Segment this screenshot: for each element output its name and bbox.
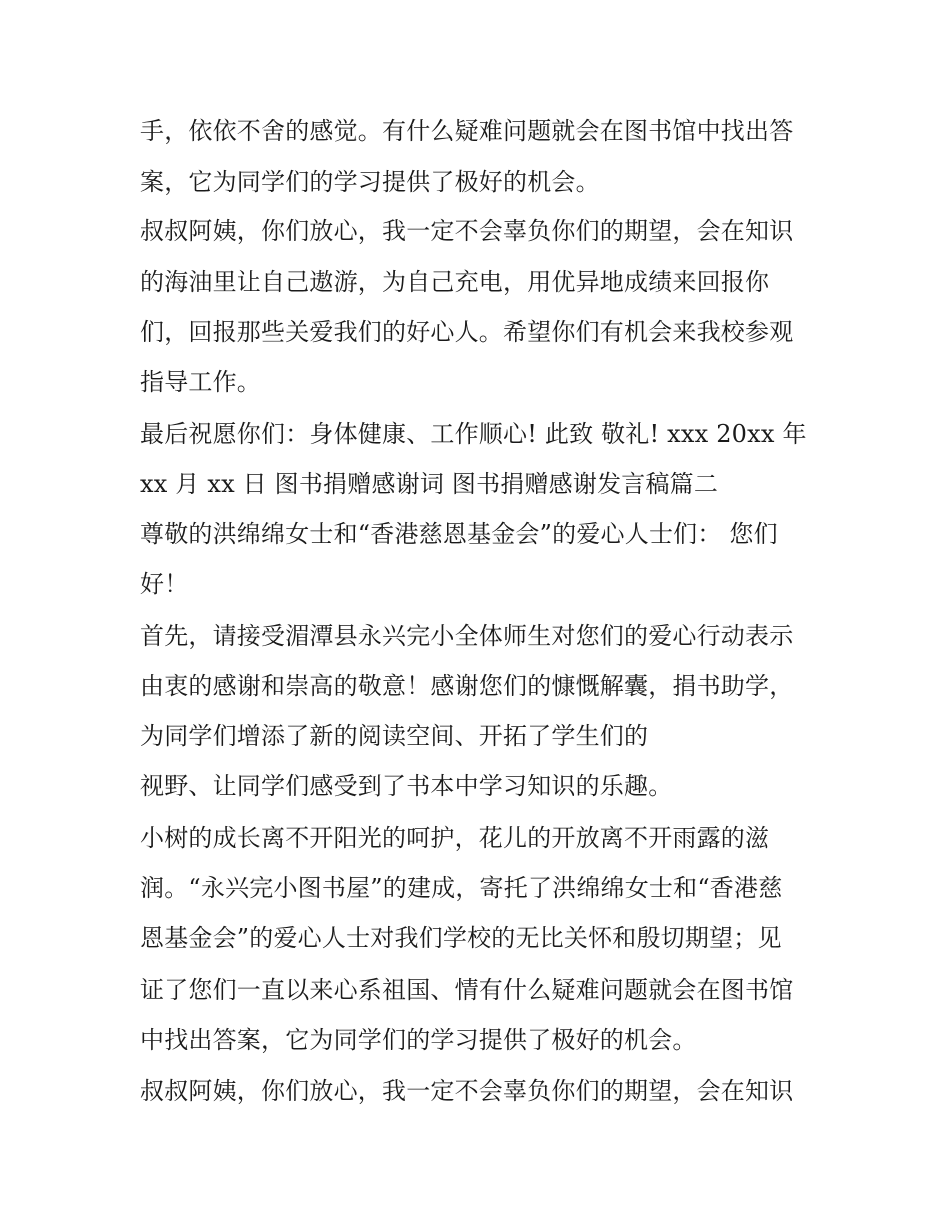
text-line: 证了您们一直以来心系祖国、情有什么疑难问题就会在图书馆 xyxy=(140,976,794,1004)
text-line: 叔叔阿姨，你们放心，我一定不会辜负你们的期望，会在知识 xyxy=(140,1077,794,1105)
text-line: 小树的成长离不开阳光的呵护，花儿的开放离不开雨露的滋 xyxy=(140,824,770,852)
text-line: 视野、让同学们感受到了书本中学习知识的乐趣。 xyxy=(140,772,673,800)
text-line: 首先，请接受湄潭县永兴完小全体师生对您们的爱心行动表示 xyxy=(140,622,794,650)
text-line: 尊敬的洪绵绵女士和“香港慈恩基金会”的爱心人士们： 您们 xyxy=(140,520,778,548)
text-line: 最后祝愿你们：身体健康、工作顺心! 此致 敬礼! xxx 20xx 年 xyxy=(140,420,807,448)
text-line: 润。“永兴完小图书屋”的建成，寄托了洪绵绵女士和“香港慈 xyxy=(140,874,783,902)
text-line: 叔叔阿姨，你们放心，我一定不会辜负你们的期望，会在知识 xyxy=(140,217,794,245)
text-line: xx 月 xx 日 图书捐赠感谢词 图书捐赠感谢发言稿篇二 xyxy=(140,470,719,498)
text-line: 指导工作。 xyxy=(140,368,261,396)
text-line: 由衷的感谢和崇高的敬意！感谢您们的慷慨解囊，捐书助学， xyxy=(140,672,794,700)
text-line: 中找出答案，它为同学们的学习提供了极好的机会。 xyxy=(140,1026,697,1054)
text-line: 们，回报那些关爱我们的好心人。希望你们有机会来我校参观 xyxy=(140,318,794,346)
text-line: 为同学们增添了新的阅读空间、开拓了学生们的 xyxy=(140,722,649,750)
text-line: 的海油里让自己遨游，为自己充电，用优异地成绩来回报你 xyxy=(140,268,770,296)
text-line: 好！ xyxy=(140,570,189,598)
text-line: 案，它为同学们的学习提供了极好的机会。 xyxy=(140,168,600,196)
text-line: 恩基金会”的爱心人士对我们学校的无比关怀和殷切期望；见 xyxy=(140,924,782,952)
text-line: 手，依依不舍的感觉。有什么疑难问题就会在图书馆中找出答 xyxy=(140,117,794,145)
